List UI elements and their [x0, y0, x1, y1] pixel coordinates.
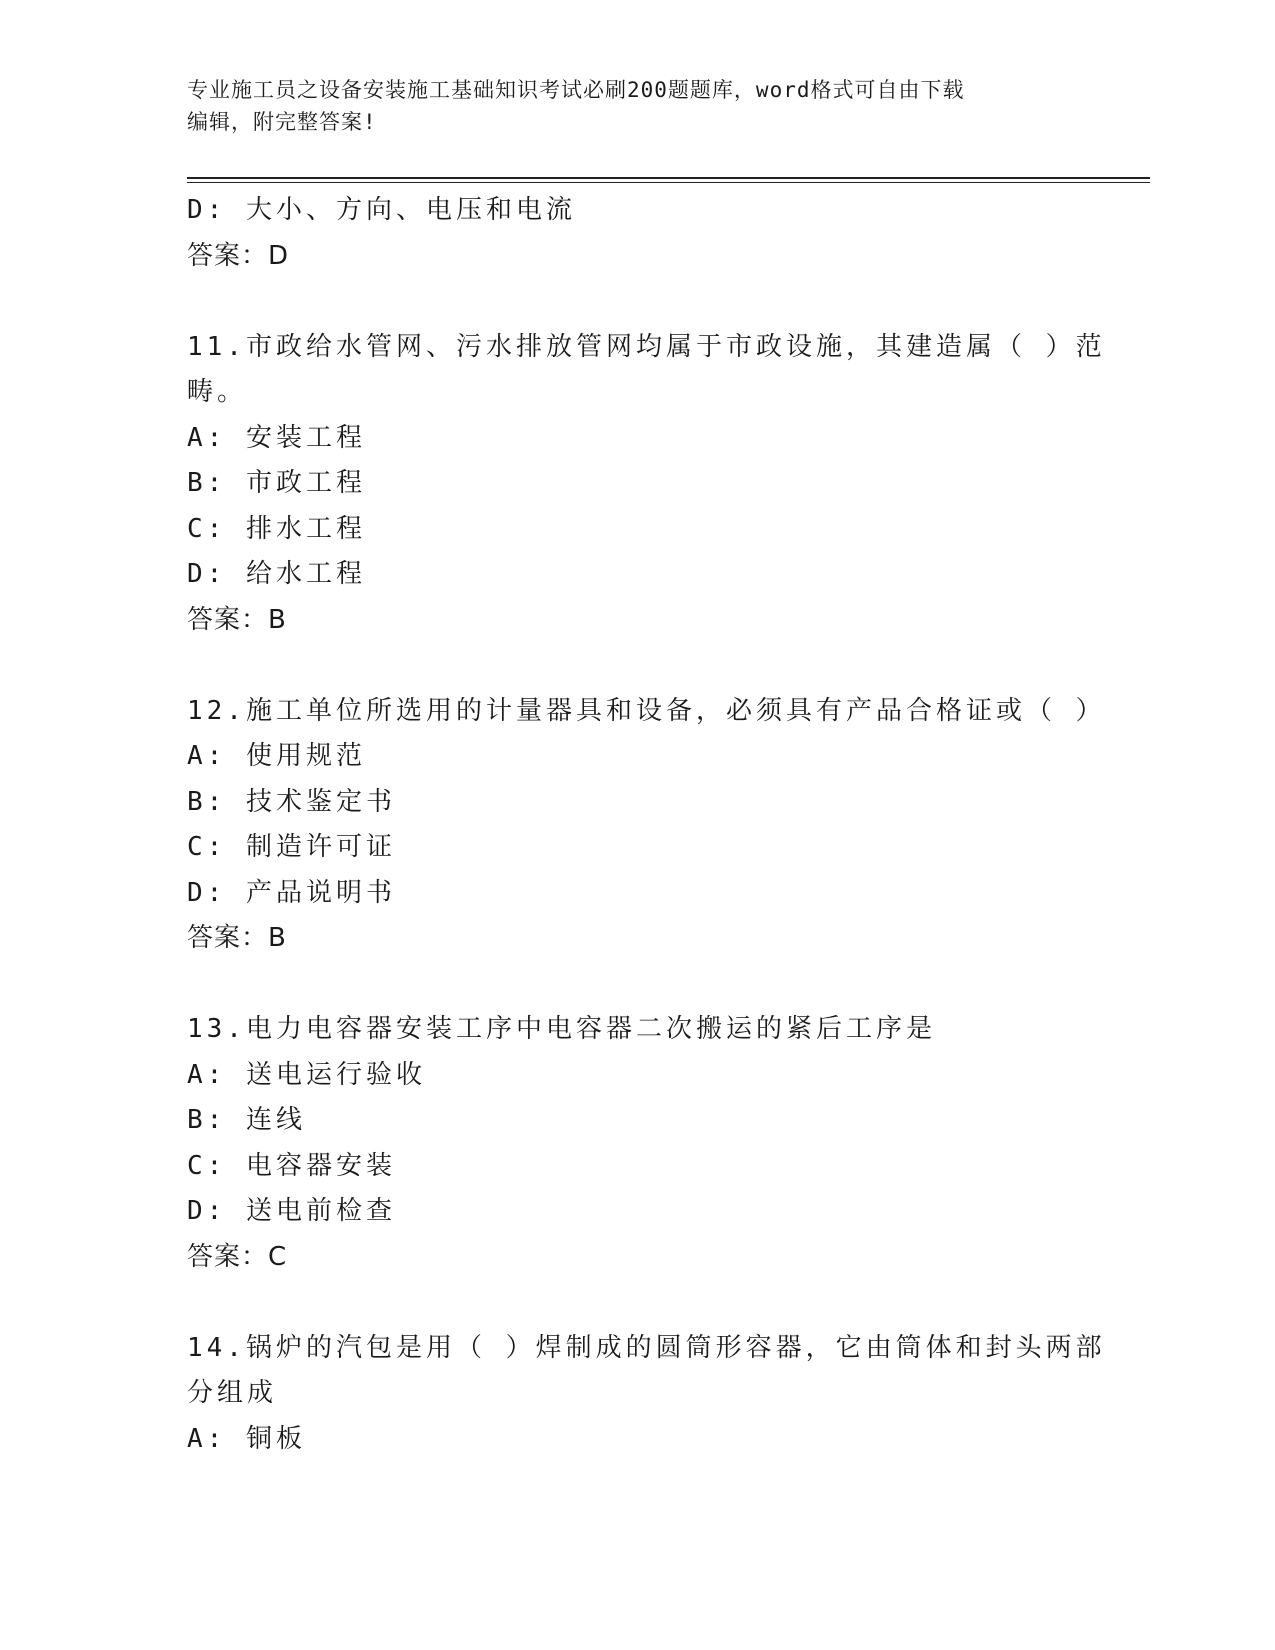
question-11	[187, 325, 1106, 644]
question-stem: 13.电力电容器安装工序中电容器二次搬运的紧后工序是	[187, 1014, 936, 1044]
question-12	[187, 689, 1106, 962]
option-b: B: 市政工程	[187, 468, 366, 498]
document-body	[187, 188, 1106, 1462]
question-stem-continued: 畴。	[187, 377, 248, 407]
option-a: A: 使用规范	[187, 741, 366, 771]
answer-line: 答案：C	[187, 1241, 288, 1272]
option-c: C: 排水工程	[187, 513, 366, 544]
question-stem-continued: 分组成	[187, 1378, 278, 1408]
option-c: C: 电容器安装	[187, 1150, 396, 1181]
answer-line: 答案：D	[187, 240, 290, 271]
header-rule-thin	[187, 182, 1150, 183]
option-a: A: 送电运行验收	[187, 1059, 426, 1090]
option-c: C: 制造许可证	[187, 832, 396, 862]
option-d: D: 送电前检查	[187, 1196, 396, 1226]
question-14	[187, 1326, 1106, 1463]
header-rule-thick	[187, 177, 1150, 179]
answer-line: 答案：B	[187, 923, 287, 953]
header-title-line-2: 编辑，附完整答案!	[187, 110, 377, 134]
option-d: D: 产品说明书	[187, 877, 396, 908]
answer-line: 答案：B	[187, 604, 287, 635]
question-stem: 11.市政给水管网、污水排放管网均属于市政设施，其建造属（ ）范	[187, 331, 1106, 362]
question-13	[187, 1007, 1067, 1280]
option-a: A: 铜板	[187, 1423, 306, 1454]
question-stem: 14.锅炉的汽包是用（ ）焊制成的圆筒形容器，它由筒体和封头两部	[187, 1332, 1106, 1363]
option-d: D: 大小、方向、电压和电流	[187, 195, 576, 225]
option-b: B: 技术鉴定书	[187, 786, 396, 817]
option-a: A: 安装工程	[187, 422, 366, 453]
document-header	[187, 74, 1087, 138]
option-d: D: 给水工程	[187, 559, 366, 589]
option-b: B: 连线	[187, 1105, 306, 1135]
previous-question-tail	[187, 188, 1067, 279]
question-stem: 12.施工单位所选用的计量器具和设备，必须具有产品合格证或（ ）	[187, 695, 1106, 726]
header-title-line-1: 专业施工员之设备安装施工基础知识考试必刷200题题库，word格式可自由下载	[187, 78, 965, 102]
